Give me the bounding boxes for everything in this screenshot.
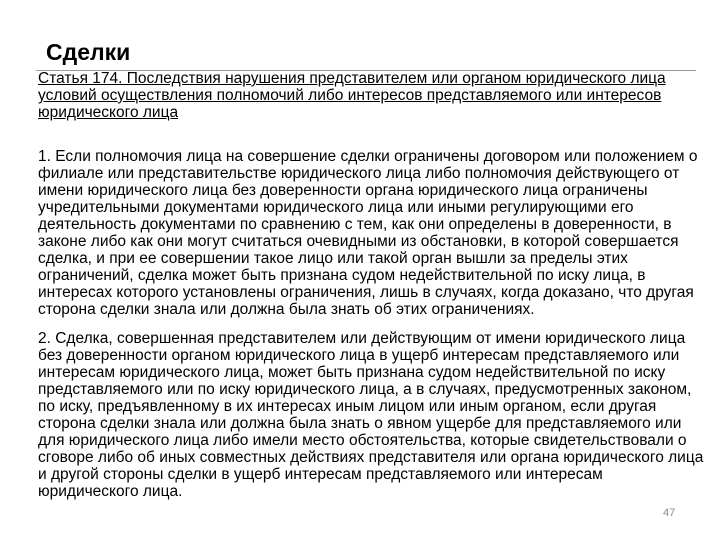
slide-title: Сделки [46, 39, 131, 65]
page-number: 47 [663, 507, 676, 519]
paragraph-2: 2. Сделка, совершенная представителем или действующим от имени юридического лица без доверенности органом юридического лица в ущерб интересам представляемого или интересам юридического лица, может быть признана судом недействительной по иску представляемого или по иску юридического лица, а в случаях, предусмотренных законом, по иску, предъявленному в их интересах иным лицом или иным органом, если другая сторона сделки знала или должна была знать о явном ущербе для представляемого или для юридического лица либо имели место обстоятельства, которые свидетельствовали о сговоре либо об иных совместных действиях представителя или органа юридического лица и другой стороны сделки в ущерб интересам представляемого или интересам юридического лица. [38, 330, 704, 500]
paragraph-1: 1. Если полномочия лица на совершение сделки ограничены договором или положением о филиале или представительстве юридического лица либо полномочия действующего от имени юридического лица без доверенности органа юридического лица ограничены учредительными документами юридического лица или иными регулирующими его деятельность документами по сравнению с тем, как они определены в доверенности, в законе либо как они могут считаться очевидными из обстановки, в которой совершается сделка, и при ее совершении такое лицо или такой орган вышли за пределы этих ограничений, сделка может быть признана судом недействительной по иску лица, в интересах которого установлены ограничения, лишь в случаях, когда доказано, что другая сторона сделки знала или должна была знать об этих ограничениях. [38, 148, 698, 318]
article-heading: Статья 174. Последствия нарушения представителем или органом юридического лица условий осуществления полномочий либо интересов представляемого или интересов юридического лица [38, 70, 666, 121]
